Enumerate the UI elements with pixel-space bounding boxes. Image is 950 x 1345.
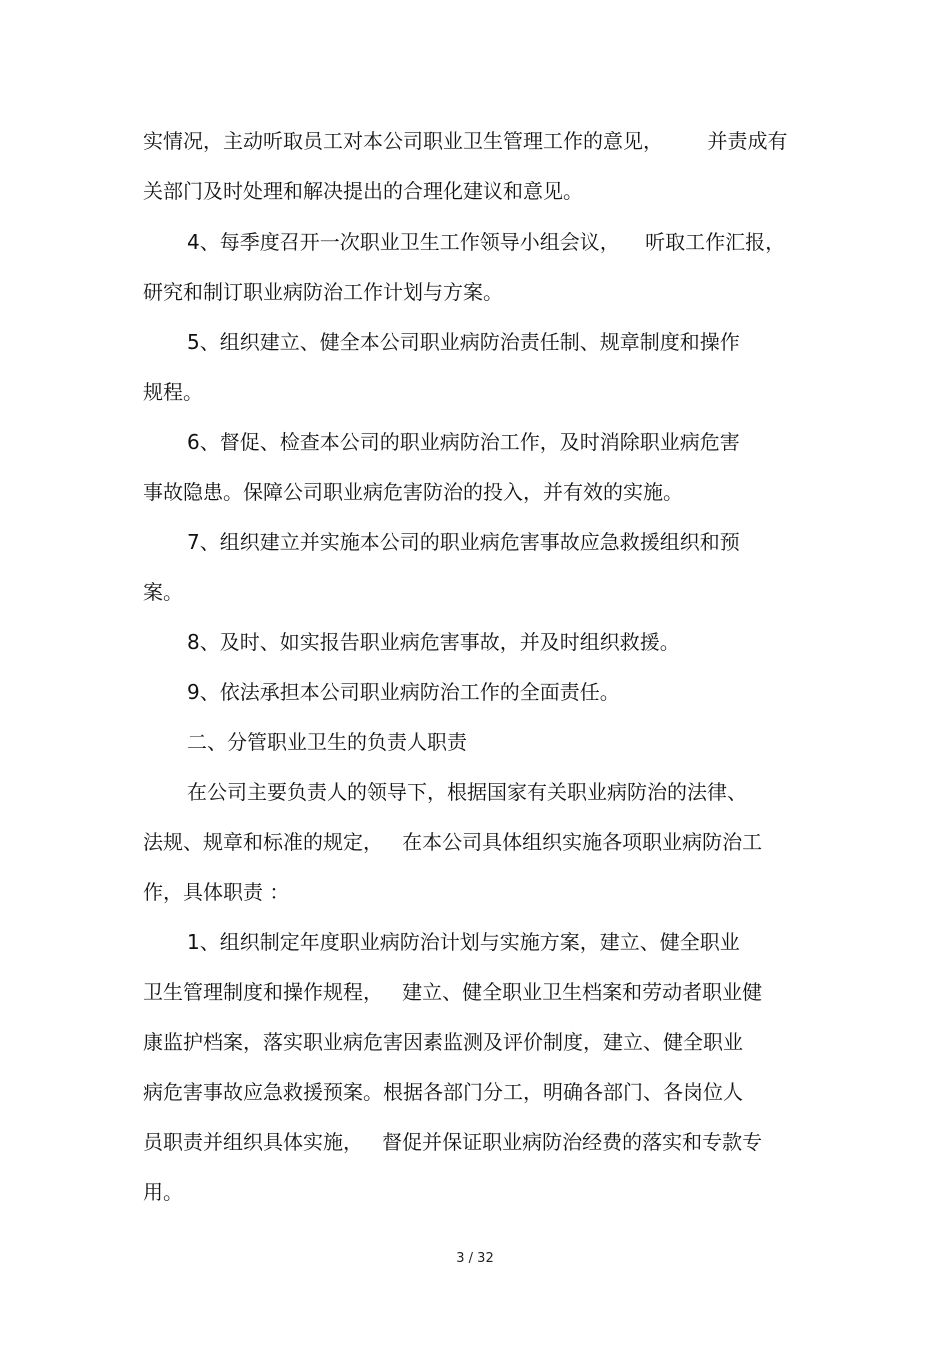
text-line: 研究和制订职业病防治工作计划与方案。 bbox=[143, 280, 503, 304]
text-line: 病危害事故应急救援预案。根据各部门分工，明确各部门、各岗位人 bbox=[143, 1080, 743, 1104]
text-line: 9、依法承担本公司职业病防治工作的全面责任。 bbox=[187, 680, 620, 704]
text-line: 1、组织制定年度职业病防治计划与实施方案，建立、健全职业 bbox=[187, 930, 740, 954]
text-line: 关部门及时处理和解决提出的合理化建议和意见。 bbox=[143, 179, 583, 203]
text-line: 4、每季度召开一次职业卫生工作领导小组会议， 听取工作汇报， bbox=[187, 230, 786, 254]
text-line: 案。 bbox=[143, 580, 183, 604]
text-line: 用。 bbox=[143, 1180, 183, 1204]
page-number: 3 / 32 bbox=[456, 1251, 494, 1266]
text-line: 事故隐患。保障公司职业病危害防治的投入，并有效的实施。 bbox=[143, 480, 683, 504]
text-line: 5、组织建立、健全本公司职业病防治责任制、规章制度和操作 bbox=[187, 330, 740, 354]
text-line: 规程。 bbox=[143, 380, 203, 404]
text-line: 卫生管理制度和操作规程， 建立、健全职业卫生档案和劳动者职业健 bbox=[143, 980, 763, 1004]
text-line: 实情况，主动听取员工对本公司职业卫生管理工作的意见， 并责成有 bbox=[143, 129, 788, 153]
text-line: 法规、规章和标准的规定， 在本公司具体组织实施各项职业病防治工 bbox=[143, 830, 763, 854]
text-line: 作，具体职责 ： bbox=[143, 880, 290, 904]
text-line: 康监护档案，落实职业病危害因素监测及评价制度，建立、健全职业 bbox=[143, 1030, 743, 1054]
text-line: 在公司主要负责人的领导下，根据国家有关职业病防治的法律、 bbox=[187, 780, 747, 804]
section-heading: 二、分管职业卫生的负责人职责 bbox=[187, 730, 467, 754]
text-line: 8、及时、如实报告职业病危害事故，并及时组织救援。 bbox=[187, 630, 680, 654]
text-line: 员职责并组织具体实施， 督促并保证职业病防治经费的落实和专款专 bbox=[143, 1130, 763, 1154]
text-line: 6、督促、检查本公司的职业病防治工作，及时消除职业病危害 bbox=[187, 430, 740, 454]
text-line: 7、组织建立并实施本公司的职业病危害事故应急救援组织和预 bbox=[187, 530, 740, 554]
